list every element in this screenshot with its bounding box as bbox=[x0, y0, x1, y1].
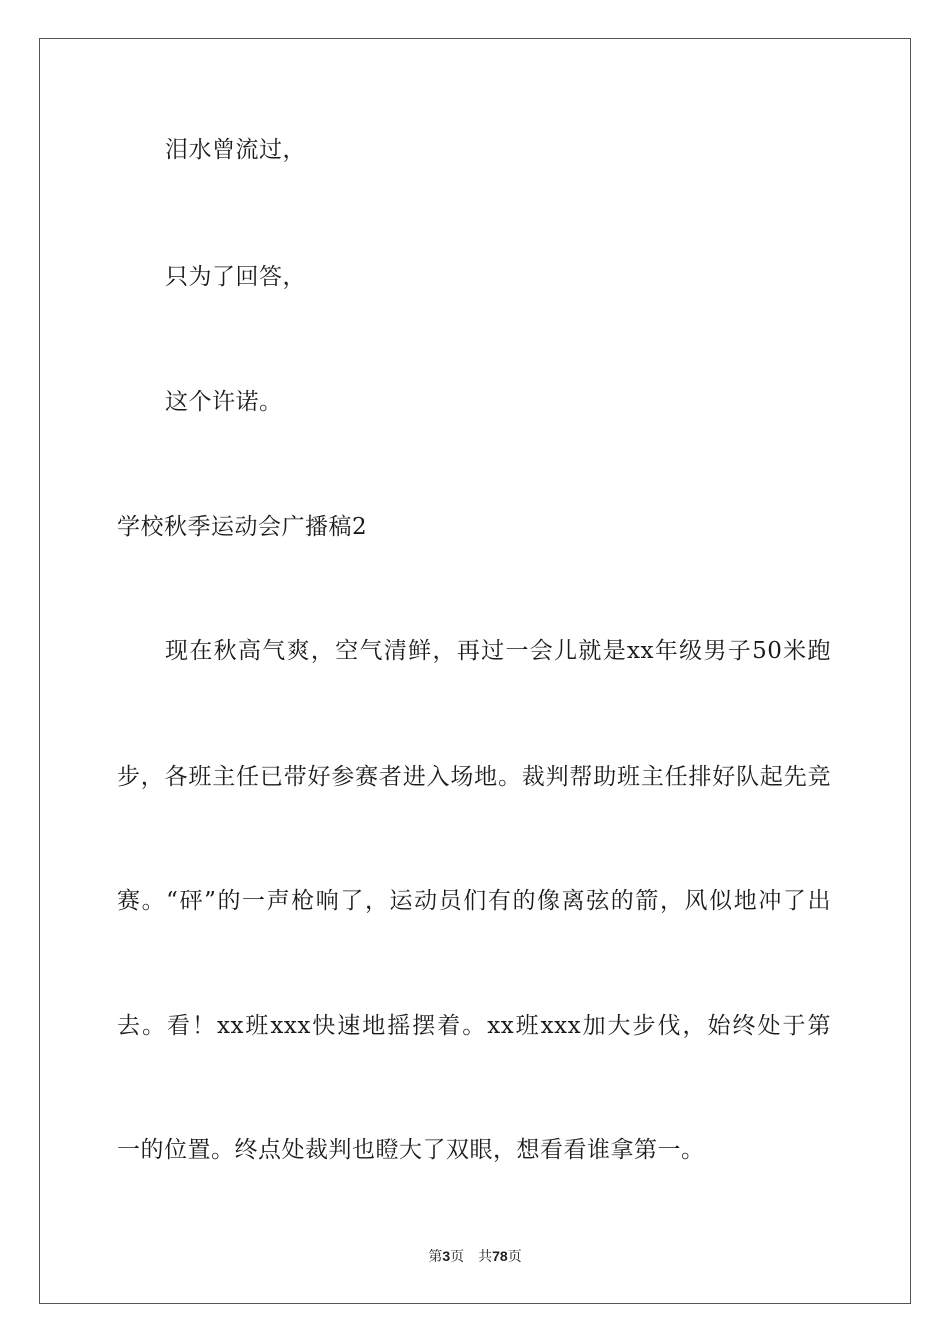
footer-page-suffix: 页 bbox=[450, 1249, 465, 1265]
page-footer bbox=[0, 1246, 950, 1267]
poem-line-3: 这个许诺。 bbox=[165, 389, 283, 415]
footer-total-prefix: 共 bbox=[478, 1249, 493, 1265]
paragraph-line-3: 赛。“砰”的一声枪响了，运动员们有的像离弦的箭，风似地冲了出 bbox=[117, 888, 831, 914]
paragraph-line-1: 现在秋高气爽，空气清鲜，再过一会儿就是xx年级男子50米跑 bbox=[165, 638, 831, 664]
paragraph-line-4: 去。看！xx班xxx快速地摇摆着。xx班xxx加大步伐，始终处于第 bbox=[117, 1013, 831, 1039]
paragraph-line-5: 一的位置。终点处裁判也瞪大了双眼，想看看谁拿第一。 bbox=[117, 1137, 705, 1163]
footer-page-prefix: 第 bbox=[428, 1249, 443, 1265]
footer-total-pages: 78 bbox=[492, 1248, 508, 1264]
page-border bbox=[39, 38, 911, 1304]
paragraph-line-2: 步，各班主任已带好参赛者进入场地。裁判帮助班主任排好队起先竞 bbox=[117, 764, 831, 790]
poem-line-1: 泪水曾流过， bbox=[165, 137, 306, 163]
section-heading: 学校秋季运动会广播稿2 bbox=[117, 514, 368, 540]
footer-page-number: 3 bbox=[442, 1248, 451, 1264]
poem-line-2: 只为了回答， bbox=[165, 264, 306, 290]
footer-total-suffix: 页 bbox=[507, 1249, 522, 1265]
